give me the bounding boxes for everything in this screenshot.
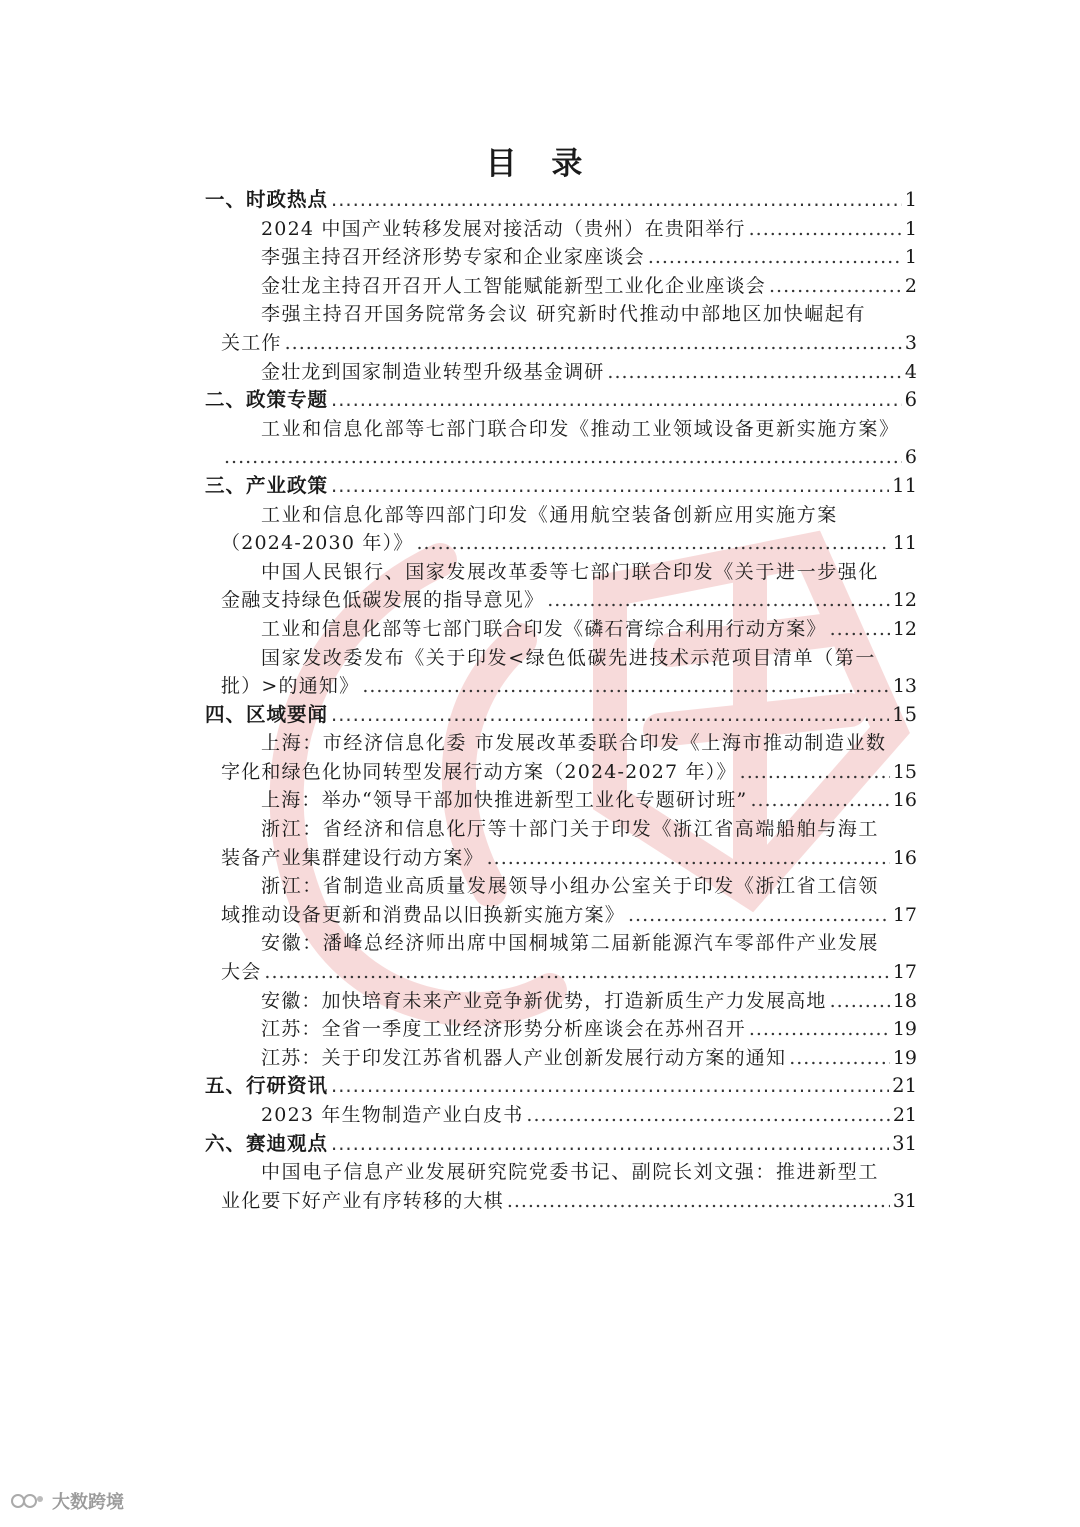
toc-entry-text: 上海：举办“领导干部加快推进新型工业化专题研讨班” [261,789,748,812]
toc-item-continuation[interactable] [205,1187,917,1216]
dot-leader [264,958,889,987]
toc-entry-text: 安徽：加快培育未来产业竞争新优势，打造新质生产力发展高地 [261,989,827,1012]
toc-item[interactable] [205,300,917,329]
dot-leader [830,615,890,644]
dot-leader [224,443,902,472]
toc-entry-text: 工业和信息化部等七部门联合印发《推动工业领域设备更新实施方案》 [261,417,900,440]
toc-page-number: 31 [892,1189,917,1212]
toc-entry-text: 金壮龙到国家制造业转型升级基金调研 [261,360,605,383]
toc-page-number: 19 [892,1046,917,1069]
toc-page-number: 4 [904,360,917,383]
toc-page-number: 18 [892,989,917,1012]
toc-entry-text: 三、产业政策 [205,473,329,497]
toc-page-number: 16 [892,846,917,869]
toc-section[interactable] [205,701,917,730]
toc-entry-text: 业化要下好产业有序转移的大棋 [221,1189,504,1212]
toc-item-continuation[interactable] [205,758,917,787]
toc-page-number: 31 [892,1131,917,1155]
toc-section[interactable] [205,186,917,215]
dot-leader [285,329,902,358]
toc-item[interactable] [205,729,917,758]
toc-page-number: 11 [892,473,917,497]
toc-entry-text: 2024 中国产业转移发展对接活动（贵州）在贵阳举行 [261,217,746,240]
toc-item-continuation[interactable] [205,844,917,873]
toc-entry-text: 中国人民银行、国家发展改革委等七部门联合印发《关于进一步强化 [261,560,880,583]
dot-leader [331,1130,889,1159]
toc-item-continuation[interactable] [205,443,917,472]
dot-leader [830,987,890,1016]
toc-entry-text: 金融支持绿色低碳发展的指导意见》 [221,589,545,612]
toc-page-number: 3 [904,331,917,354]
page-title: 目 录 [485,146,595,182]
dot-leader [331,472,889,501]
dot-leader [331,386,902,415]
toc-page-number: 17 [892,961,917,984]
toc-entry-text: 安徽：潘峰总经济师出席中国桐城第二届新能源汽车零部件产业发展 [261,932,880,955]
toc-page-number: 12 [892,589,917,612]
toc-page-number: 13 [892,675,917,698]
dot-leader [750,786,889,815]
dot-leader [416,529,889,558]
toc-item[interactable] [205,872,917,901]
toc-entry-text: 一、时政热点 [205,188,329,211]
toc-item[interactable] [205,615,917,644]
toc-page-number: 6 [904,446,917,469]
dot-leader [749,215,902,244]
toc-page-number: 19 [892,1018,917,1041]
toc-item[interactable] [205,1101,917,1130]
toc-entry-text: 五、行研资讯 [205,1074,329,1098]
toc-item[interactable] [205,415,917,444]
dot-leader [769,272,902,301]
toc-item[interactable] [205,1015,917,1044]
toc-item[interactable] [205,786,917,815]
toc-entry-text: 中国电子信息产业发展研究院党委书记、副院长刘文强：推进新型工 [261,1161,880,1184]
dot-leader [749,1015,890,1044]
toc-item[interactable] [205,243,917,272]
toc-item-continuation[interactable] [205,329,917,358]
toc-item-continuation[interactable] [205,529,917,558]
toc-item[interactable] [205,272,917,301]
toc-entry-text: 李强主持召开国务院常务会议 研究新时代推动中部地区加快崛起有 [261,303,867,326]
toc-item[interactable] [205,558,917,587]
toc-item[interactable] [205,644,917,673]
toc-page-number: 11 [892,532,917,555]
toc-page-number: 17 [892,903,917,926]
toc-page-number: 1 [904,246,917,269]
toc-page-number: 21 [892,1074,917,1098]
toc-page-number: 16 [892,789,917,812]
toc-item[interactable] [205,501,917,530]
dot-leader [789,1044,890,1073]
toc-item[interactable] [205,215,917,244]
toc-page-number: 6 [904,388,917,412]
toc-entry-text: 浙江：省经济和信息化厅等十部门关于印发《浙江省高端船舶与海工 [261,818,880,841]
toc-item[interactable] [205,815,917,844]
dot-leader [362,672,889,701]
toc-entry-text: 李强主持召开经济形势专家和企业家座谈会 [261,246,645,269]
dot-leader [648,243,902,272]
toc-entry-text: 上海：市经济信息化委 市发展改革委联合印发《上海市推动制造业数 [261,732,887,755]
dot-leader [487,844,890,873]
dot-leader [331,701,889,730]
dot-leader [740,758,890,787]
toc-item[interactable] [205,987,917,1016]
dot-leader [526,1101,889,1130]
toc-section[interactable] [205,1072,917,1101]
toc-entry-text: 江苏：全省一季度工业经济形势分析座谈会在苏州召开 [261,1018,746,1041]
toc-item[interactable] [205,358,917,387]
toc-item[interactable] [205,1044,917,1073]
toc-entry-text: 二、政策专题 [205,388,329,412]
dot-leader [507,1187,890,1216]
toc-item[interactable] [205,1158,917,1187]
toc-entry-text: 工业和信息化部等七部门联合印发《磷石膏综合利用行动方案》 [261,617,827,640]
toc-item-continuation[interactable] [205,672,917,701]
toc-entry-text: 国家发改委发布《关于印发<绿色低碳先进技术示范项目清单（第一 [261,646,876,669]
toc-entry-text: 工业和信息化部等四部门印发《通用航空装备创新应用实施方案 [261,503,838,526]
toc-item-continuation[interactable] [205,586,917,615]
toc-entry-text: 装备产业集群建设行动方案》 [221,846,484,869]
toc-item-continuation[interactable] [205,901,917,930]
toc-entry-text: 关工作 [221,331,282,354]
toc-section[interactable] [205,472,917,501]
toc-entry-text: 四、区域要闻 [205,702,329,726]
toc-entry-text: 浙江：省制造业高质量发展领导小组办公室关于印发《浙江省工信领 [261,875,880,898]
toc-entry-text: 六、赛迪观点 [205,1131,329,1155]
toc-page-number: 21 [892,1104,917,1126]
toc-item-continuation[interactable] [205,958,917,987]
table-of-contents [205,186,917,1215]
toc-page-number: 1 [904,217,917,240]
toc-page-number: 1 [904,188,917,211]
toc-entry-text: （2024-2030 年）》 [221,532,414,555]
dot-leader [331,1072,889,1101]
dot-leader [607,358,902,387]
dot-leader [547,586,890,615]
footer-brand-name: 大数跨境 [52,1492,124,1513]
toc-section[interactable] [205,386,917,415]
toc-entry-text: 2023 年生物制造产业白皮书 [261,1104,524,1126]
footer-brand [10,1488,124,1514]
dot-leader [628,901,890,930]
toc-entry-text: 批）>的通知》 [221,675,360,698]
toc-page-number: 15 [892,702,917,726]
toc-item[interactable] [205,929,917,958]
toc-page-number: 12 [892,617,917,640]
dot-leader [331,186,902,215]
toc-entry-text: 江苏：关于印发江苏省机器人产业创新发展行动方案的通知 [261,1046,787,1069]
toc-page-number: 15 [892,760,917,783]
toc-entry-text: 大会 [221,961,262,984]
toc-page-number: 2 [904,274,917,297]
toc-section[interactable] [205,1130,917,1159]
toc-entry-text: 字化和绿色化协同转型发展行动方案（2024-2027 年）》 [221,760,737,783]
toc-entry-text: 域推动设备更新和消费品以旧换新实施方案》 [221,903,626,926]
brand-logo-icon [10,1490,46,1512]
toc-entry-text: 金壮龙主持召开召开人工智能赋能新型工业化企业座谈会 [261,274,767,297]
